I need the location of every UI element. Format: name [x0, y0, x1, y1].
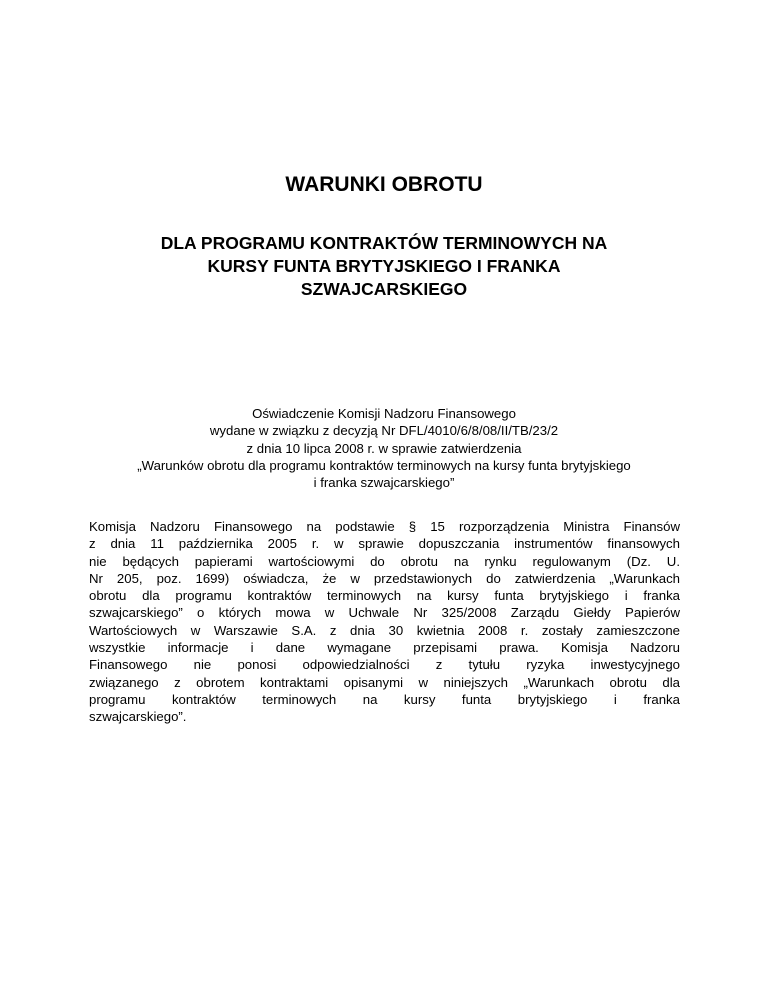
paragraph-line: szwajcarskiego” o których mowa w Uchwale Nr 325/2008 Zarządu Giełdy Papierów — [89, 605, 680, 621]
paragraph-line: Nr 205, poz. 1699) oświadcza, że w przedstawionych do zatwierdzenia „Warunkach — [89, 570, 680, 586]
paragraph-line: Finansowego nie ponosi odpowiedzialności z tytułu ryzyka inwestycyjnego — [89, 657, 680, 673]
paragraph-line: Wartościowych w Warszawie S.A. z dnia 30 kwietnia 2008 r. zostały zamieszczone — [89, 622, 680, 638]
paragraph-line: nie będących papierami wartościowymi do obrotu na rynku regulowanym (Dz. U. — [89, 553, 680, 569]
subtitle-line: KURSY FUNTA BRYTYJSKIEGO I FRANKA — [207, 256, 561, 276]
paragraph-line: programu kontraktów terminowych na kursy funta brytyjskiego i franka — [89, 691, 680, 707]
statement-line: i franka szwajcarskiego” — [313, 475, 455, 491]
body-paragraph — [89, 518, 680, 726]
paragraph-line: wszystkie informacje i dane wymagane przepisami prawa. Komisja Nadzoru — [89, 640, 680, 656]
commission-statement-heading — [70, 405, 698, 491]
subtitle-line: SZWAJCARSKIEGO — [300, 279, 468, 299]
statement-line: z dnia 10 lipca 2008 r. w sprawie zatwierdzenia — [246, 440, 522, 456]
statement-line: „Warunków obrotu dla programu kontraktów terminowych na kursy funta brytyjskiego — [137, 457, 631, 473]
paragraph-line: obrotu dla programu kontraktów terminowych na kursy funta brytyjskiego i franka — [89, 588, 680, 604]
subtitle-line: DLA PROGRAMU KONTRAKTÓW TERMINOWYCH NA — [160, 233, 608, 253]
statement-line: Oświadczenie Komisji Nadzoru Finansowego — [252, 406, 516, 421]
paragraph-line: z dnia 11 października 2005 r. w sprawie dopuszczania instrumentów finansowych — [89, 536, 680, 552]
statement-line: wydane w związku z decyzją Nr DFL/4010/6/8/08/II/TB/23/2 — [209, 423, 559, 439]
paragraph-line: szwajcarskiego”. — [89, 709, 187, 725]
document-subtitle — [100, 232, 668, 301]
paragraph-line: związanego z obrotem kontraktami opisanymi w niniejszych „Warunkach obrotu dla — [89, 674, 680, 690]
document-title: WARUNKI OBROTU — [285, 173, 483, 196]
paragraph-line: Komisja Nadzoru Finansowego na podstawie § 15 rozporządzenia Ministra Finansów — [89, 519, 680, 534]
